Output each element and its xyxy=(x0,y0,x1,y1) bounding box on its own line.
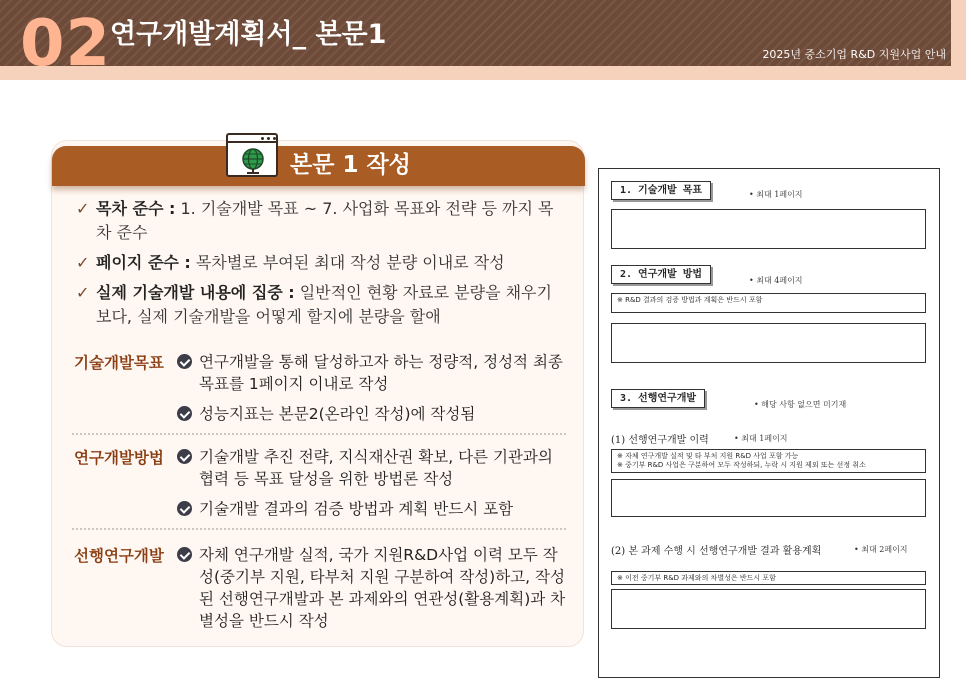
rule-item: ✓ 페이지 준수 : 목차별로 부여된 최대 작성 분량 이내로 작성 xyxy=(76,251,556,275)
section-tag-1: 1. 기술개발 목표 xyxy=(611,181,711,200)
checkmark-icon: ✓ xyxy=(76,199,90,218)
page-title: 연구개발계획서_ 본문1 xyxy=(110,19,387,50)
check-circle-icon xyxy=(177,547,192,562)
subsection-3-2-box xyxy=(611,589,926,629)
subsection-3-1-title: (1) 선행연구개발 이력 xyxy=(611,435,709,446)
page-limit-note: • 최대 1페이지 xyxy=(734,434,788,443)
check-circle-icon xyxy=(177,449,192,464)
section-2-box xyxy=(611,323,926,363)
check-circle-icon xyxy=(177,501,192,516)
page-limit-note: • 최대 2페이지 xyxy=(854,545,908,554)
row-item: 자체 연구개발 실적, 국가 지원R&D사업 이력 모두 작성(중기부 지원, 타부처 지원 구분하여 작성)하고, 작성된 선행연구개발과 본 과제와의 연관성(활용계획)과 차별성을 반드시 작성 xyxy=(177,544,572,632)
divider xyxy=(72,528,566,530)
page-subtitle: 2025년 중소기업 R&D 지원사업 안내 xyxy=(762,48,946,61)
card-banner xyxy=(52,146,585,186)
card-title: 본문 1 작성 xyxy=(290,152,411,178)
section-number: 02 xyxy=(20,7,112,81)
rule-item: ✓ 목차 준수 : 1. 기술개발 목표 ~ 7. 사업화 목표와 전략 등 까지 목차 준수 xyxy=(76,199,554,242)
guide-card xyxy=(51,140,584,647)
page-limit-note: • 최대 1페이지 xyxy=(749,190,803,199)
section-3-note: • 해당 사항 없으면 미기재 xyxy=(754,400,847,409)
section-1-box xyxy=(611,209,926,249)
row-item: 기술개발 결과의 검증 방법과 계획 반드시 포함 xyxy=(177,498,572,520)
check-circle-icon xyxy=(177,354,192,369)
subsection-3-1-box xyxy=(611,479,926,517)
row-label: 기술개발목표 xyxy=(74,354,164,372)
subsection-3-2-title: (2) 본 과제 수행 시 선행연구개발 결과 활용계획 xyxy=(611,546,822,557)
section-tag-3: 3. 선행연구개발 xyxy=(611,389,705,408)
rules-list xyxy=(76,197,556,335)
row-label: 연구개발방법 xyxy=(74,449,164,467)
row-item: 연구개발을 통해 달성하고자 하는 정량적, 정성적 최종 목표를 1페이지 이내로 작성 xyxy=(177,351,572,395)
page-limit-note: • 최대 4페이지 xyxy=(749,276,803,285)
section-tag-2: 2. 연구개발 방법 xyxy=(611,265,711,284)
page-header xyxy=(0,0,966,80)
row-label: 선행연구개발 xyxy=(74,547,164,565)
checkmark-icon: ✓ xyxy=(76,283,90,302)
check-circle-icon xyxy=(177,406,192,421)
section-2-hint: ※ R&D 결과의 검증 방법과 계획은 반드시 포함 xyxy=(611,293,926,313)
row-item: 기술개발 추진 전략, 지식재산권 확보, 다른 기관과의 협력 등 목표 달성을 위한 방법론 작성 xyxy=(177,446,572,490)
monitor-globe-icon xyxy=(226,133,278,177)
subsection-3-1-hint: ※ 자체 연구개발 실적 및 타 부처 지원 R&D 사업 포함 가능 ※ 중기부 R&D 사업은 구분하여 모두 작성하되, 누락 시 지원 제외 또는 선정 취소 xyxy=(611,449,926,473)
row-item: 성능지표는 본문2(온라인 작성)에 작성됨 xyxy=(177,403,572,425)
rule-item: ✓ 실제 기술개발 내용에 집중 : 일반적인 현황 자료로 분량을 채우기 보다, 실제 기술개발을 어떻게 할지에 분량을 할애 xyxy=(76,283,552,326)
subsection-3-2-hint: ※ 이전 중기부 R&D 과제와의 차별성은 반드시 포함 xyxy=(611,571,926,585)
form-preview xyxy=(598,168,940,678)
checkmark-icon: ✓ xyxy=(76,253,90,272)
divider xyxy=(72,433,566,435)
